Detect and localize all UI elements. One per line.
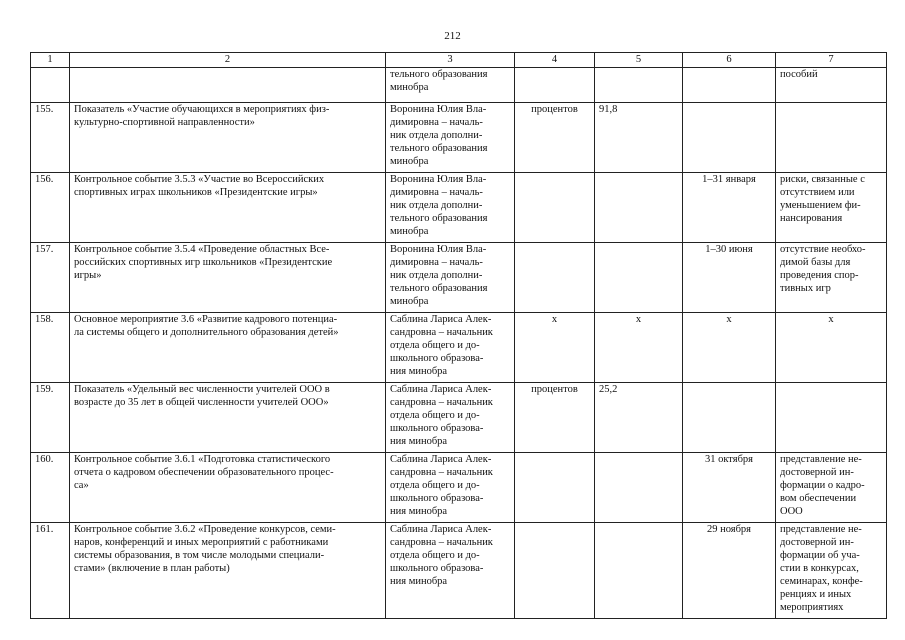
column-header: 3 [386, 53, 515, 68]
date-cell [683, 243, 776, 313]
cell-text-line: отчета о кадровом обеспечении образовательного процес- [74, 467, 334, 478]
cell-text-line: са» [74, 480, 89, 491]
cell-text-line: отдела общего и до- [390, 340, 480, 351]
table-row [31, 383, 887, 453]
cell-text-line: Контрольное событие 3.6.1 «Подготовка статистического [74, 454, 331, 465]
risk-cell [776, 523, 887, 619]
cell-text-line: формации о кадро- [780, 480, 865, 491]
cell-text-line: ния минобра [390, 576, 448, 587]
cell-text-line: Саблина Лариса Алек- [390, 524, 492, 535]
table-row [31, 68, 887, 103]
cell-text-line: российских спортивных игр школьников «Президентские [74, 257, 333, 268]
event-title-cell [70, 523, 386, 619]
value-cell [595, 383, 683, 453]
cell-text: 155. [35, 104, 54, 115]
unit-cell [515, 243, 595, 313]
cell-text-line: отсутствием или [780, 187, 855, 198]
cell-text-line: минобра [390, 226, 429, 237]
cell-text-line: тельного образования [390, 283, 488, 294]
row-number-cell [31, 68, 70, 103]
cell-text-line: Контрольное событие 3.6.2 «Проведение конкурсов, семи- [74, 524, 336, 535]
cell-text-line: школьного образова- [390, 563, 484, 574]
cell-text-line: системы образования, в том числе молодыми специали- [74, 550, 325, 561]
date-cell [683, 453, 776, 523]
column-header: 5 [595, 53, 683, 68]
cell-text-line: димировна – началь- [390, 257, 483, 268]
responsible-cell [386, 523, 515, 619]
responsible-cell [386, 383, 515, 453]
event-title-cell [70, 68, 386, 103]
date-cell [683, 68, 776, 103]
cell-text: 29 ноября [706, 524, 752, 535]
column-header: 7 [776, 53, 887, 68]
unit-cell [515, 313, 595, 383]
cell-text: 25,2 [599, 384, 618, 395]
row-number-cell [31, 243, 70, 313]
risk-cell [776, 103, 887, 173]
cell-text: х [726, 314, 732, 325]
row-number-cell [31, 453, 70, 523]
cell-text-line: ООО [780, 506, 803, 517]
responsible-cell [386, 243, 515, 313]
row-number-cell [31, 523, 70, 619]
unit-cell [515, 523, 595, 619]
event-title-cell [70, 243, 386, 313]
cell-text: 31 октября [704, 454, 754, 465]
table-row [31, 453, 887, 523]
cell-text-line: отдела общего и до- [390, 480, 480, 491]
cell-text-line: сандровна – начальник [390, 397, 493, 408]
cell-text-line: тельного образования [390, 69, 488, 80]
page-number: 212 [444, 30, 461, 42]
cell-text-line: школьного образова- [390, 423, 484, 434]
cell-text-line: вом обеспечении [780, 493, 857, 504]
risk-cell [776, 173, 887, 243]
responsible-cell [386, 453, 515, 523]
table-row [31, 243, 887, 313]
cell-text-line: наров, конференций и иных мероприятий с работниками [74, 537, 329, 548]
risk-cell [776, 68, 887, 103]
cell-text-line: минобра [390, 156, 429, 167]
table-row [31, 523, 887, 619]
event-title-cell [70, 313, 386, 383]
cell-text-line: достоверной ин- [780, 537, 854, 548]
cell-text-line: сандровна – начальник [390, 537, 493, 548]
value-cell [595, 103, 683, 173]
responsible-cell [386, 103, 515, 173]
cell-text-line: минобра [390, 82, 429, 93]
cell-text-line: школьного образова- [390, 353, 484, 364]
cell-text-line: Саблина Лариса Алек- [390, 314, 492, 325]
cell-text-line: пособий [780, 69, 818, 80]
plan-table [30, 52, 887, 619]
cell-text-line: отсутствие необхо- [780, 244, 866, 255]
cell-text-line: ния минобра [390, 506, 448, 517]
cell-text-line: Воронина Юлия Вла- [390, 244, 487, 255]
cell-text-line: игры» [74, 270, 102, 281]
cell-text: х [828, 314, 834, 325]
column-header: 1 [31, 53, 70, 68]
cell-text: 1–31 января [702, 174, 756, 185]
row-number-cell [31, 103, 70, 173]
cell-text: 160. [35, 454, 54, 465]
cell-text: процентов [531, 384, 578, 395]
cell-text-line: ния минобра [390, 436, 448, 447]
cell-text-line: сандровна – начальник [390, 327, 493, 338]
unit-cell [515, 68, 595, 103]
cell-text: х [635, 314, 642, 325]
date-cell [683, 523, 776, 619]
cell-text-line: Воронина Юлия Вла- [390, 104, 487, 115]
cell-text-line: отдела общего и до- [390, 410, 480, 421]
cell-text-line: формации об уча- [780, 550, 860, 561]
date-cell [683, 383, 776, 453]
cell-text: 157. [35, 244, 54, 255]
cell-text: 91,8 [599, 104, 618, 115]
cell-text-line: достоверной ин- [780, 467, 854, 478]
column-header: 4 [515, 53, 595, 68]
value-cell [595, 453, 683, 523]
cell-text-line: ник отдела дополни- [390, 130, 483, 141]
event-title-cell [70, 453, 386, 523]
cell-text-line: мероприятиях [780, 602, 844, 613]
unit-cell [515, 103, 595, 173]
cell-text-line: Контрольное событие 3.5.3 «Участие во Всероссийских [74, 174, 325, 185]
table-header-row [31, 53, 887, 68]
responsible-cell [386, 313, 515, 383]
table-row [31, 173, 887, 243]
cell-text-line: ния минобра [390, 366, 448, 377]
table-row [31, 313, 887, 383]
column-header: 2 [70, 53, 386, 68]
cell-text-line: Показатель «Участие обучающихся в мероприятиях физ- [74, 104, 330, 115]
cell-text: х [551, 314, 558, 325]
cell-text-line: димировна – началь- [390, 117, 483, 128]
cell-text-line: спортивных играх школьников «Президентские игры» [74, 187, 318, 198]
cell-text: 161. [35, 524, 54, 535]
value-cell [595, 173, 683, 243]
cell-text-line: Саблина Лариса Алек- [390, 384, 492, 395]
cell-text-line: ренциях и иных [780, 589, 852, 600]
cell-text-line: Показатель «Удельный вес численности учителей ООО в [74, 384, 330, 395]
cell-text-line: Саблина Лариса Алек- [390, 454, 492, 465]
cell-text-line: культурно-спортивной направленности» [74, 117, 255, 128]
risk-cell [776, 243, 887, 313]
cell-text: процентов [531, 104, 578, 115]
risk-cell [776, 453, 887, 523]
responsible-cell [386, 68, 515, 103]
event-title-cell [70, 383, 386, 453]
cell-text-line: ник отдела дополни- [390, 270, 483, 281]
cell-text-line: стами» (включение в план работы) [74, 563, 230, 574]
unit-cell [515, 453, 595, 523]
unit-cell [515, 173, 595, 243]
cell-text-line: риски, связанные с [780, 174, 865, 185]
cell-text-line: тельного образования [390, 143, 488, 154]
date-cell [683, 173, 776, 243]
value-cell [595, 523, 683, 619]
cell-text-line: минобра [390, 296, 429, 307]
risk-cell [776, 383, 887, 453]
risk-cell [776, 313, 887, 383]
event-title-cell [70, 103, 386, 173]
responsible-cell [386, 173, 515, 243]
cell-text: 158. [35, 314, 54, 325]
cell-text-line: уменьшением фи- [780, 200, 861, 211]
date-cell [683, 103, 776, 173]
unit-cell [515, 383, 595, 453]
row-number-cell [31, 173, 70, 243]
cell-text: 1–30 июня [705, 244, 753, 255]
cell-text-line: нансирования [780, 213, 843, 224]
cell-text: 156. [35, 174, 54, 185]
cell-text-line: димировна – началь- [390, 187, 483, 198]
event-title-cell [70, 173, 386, 243]
cell-text-line: представление не- [780, 454, 862, 465]
cell-text-line: Основное мероприятие 3.6 «Развитие кадрового потенциа- [74, 314, 338, 325]
row-number-cell [31, 383, 70, 453]
cell-text-line: Контрольное событие 3.5.4 «Проведение областных Все- [74, 244, 330, 255]
cell-text-line: стии в конкурсах, [780, 563, 859, 574]
date-cell [683, 313, 776, 383]
cell-text-line: сандровна – начальник [390, 467, 493, 478]
cell-text-line: ник отдела дополни- [390, 200, 483, 211]
cell-text-line: димой базы для [780, 257, 851, 268]
cell-text-line: тельного образования [390, 213, 488, 224]
cell-text-line: проведения спор- [780, 270, 859, 281]
column-header: 6 [683, 53, 776, 68]
cell-text-line: возрасте до 35 лет в общей численности учителей ООО» [74, 397, 329, 408]
table-body [31, 68, 887, 619]
cell-text-line: семинарах, конфе- [780, 576, 863, 587]
cell-text-line: школьного образова- [390, 493, 484, 504]
value-cell [595, 313, 683, 383]
cell-text: 159. [35, 384, 54, 395]
cell-text-line: тивных игр [780, 283, 831, 294]
cell-text-line: представление не- [780, 524, 862, 535]
value-cell [595, 68, 683, 103]
row-number-cell [31, 313, 70, 383]
table-row [31, 103, 887, 173]
cell-text-line: ла системы общего и дополнительного образования детей» [74, 327, 339, 338]
cell-text-line: отдела общего и до- [390, 550, 480, 561]
cell-text-line: Воронина Юлия Вла- [390, 174, 487, 185]
value-cell [595, 243, 683, 313]
